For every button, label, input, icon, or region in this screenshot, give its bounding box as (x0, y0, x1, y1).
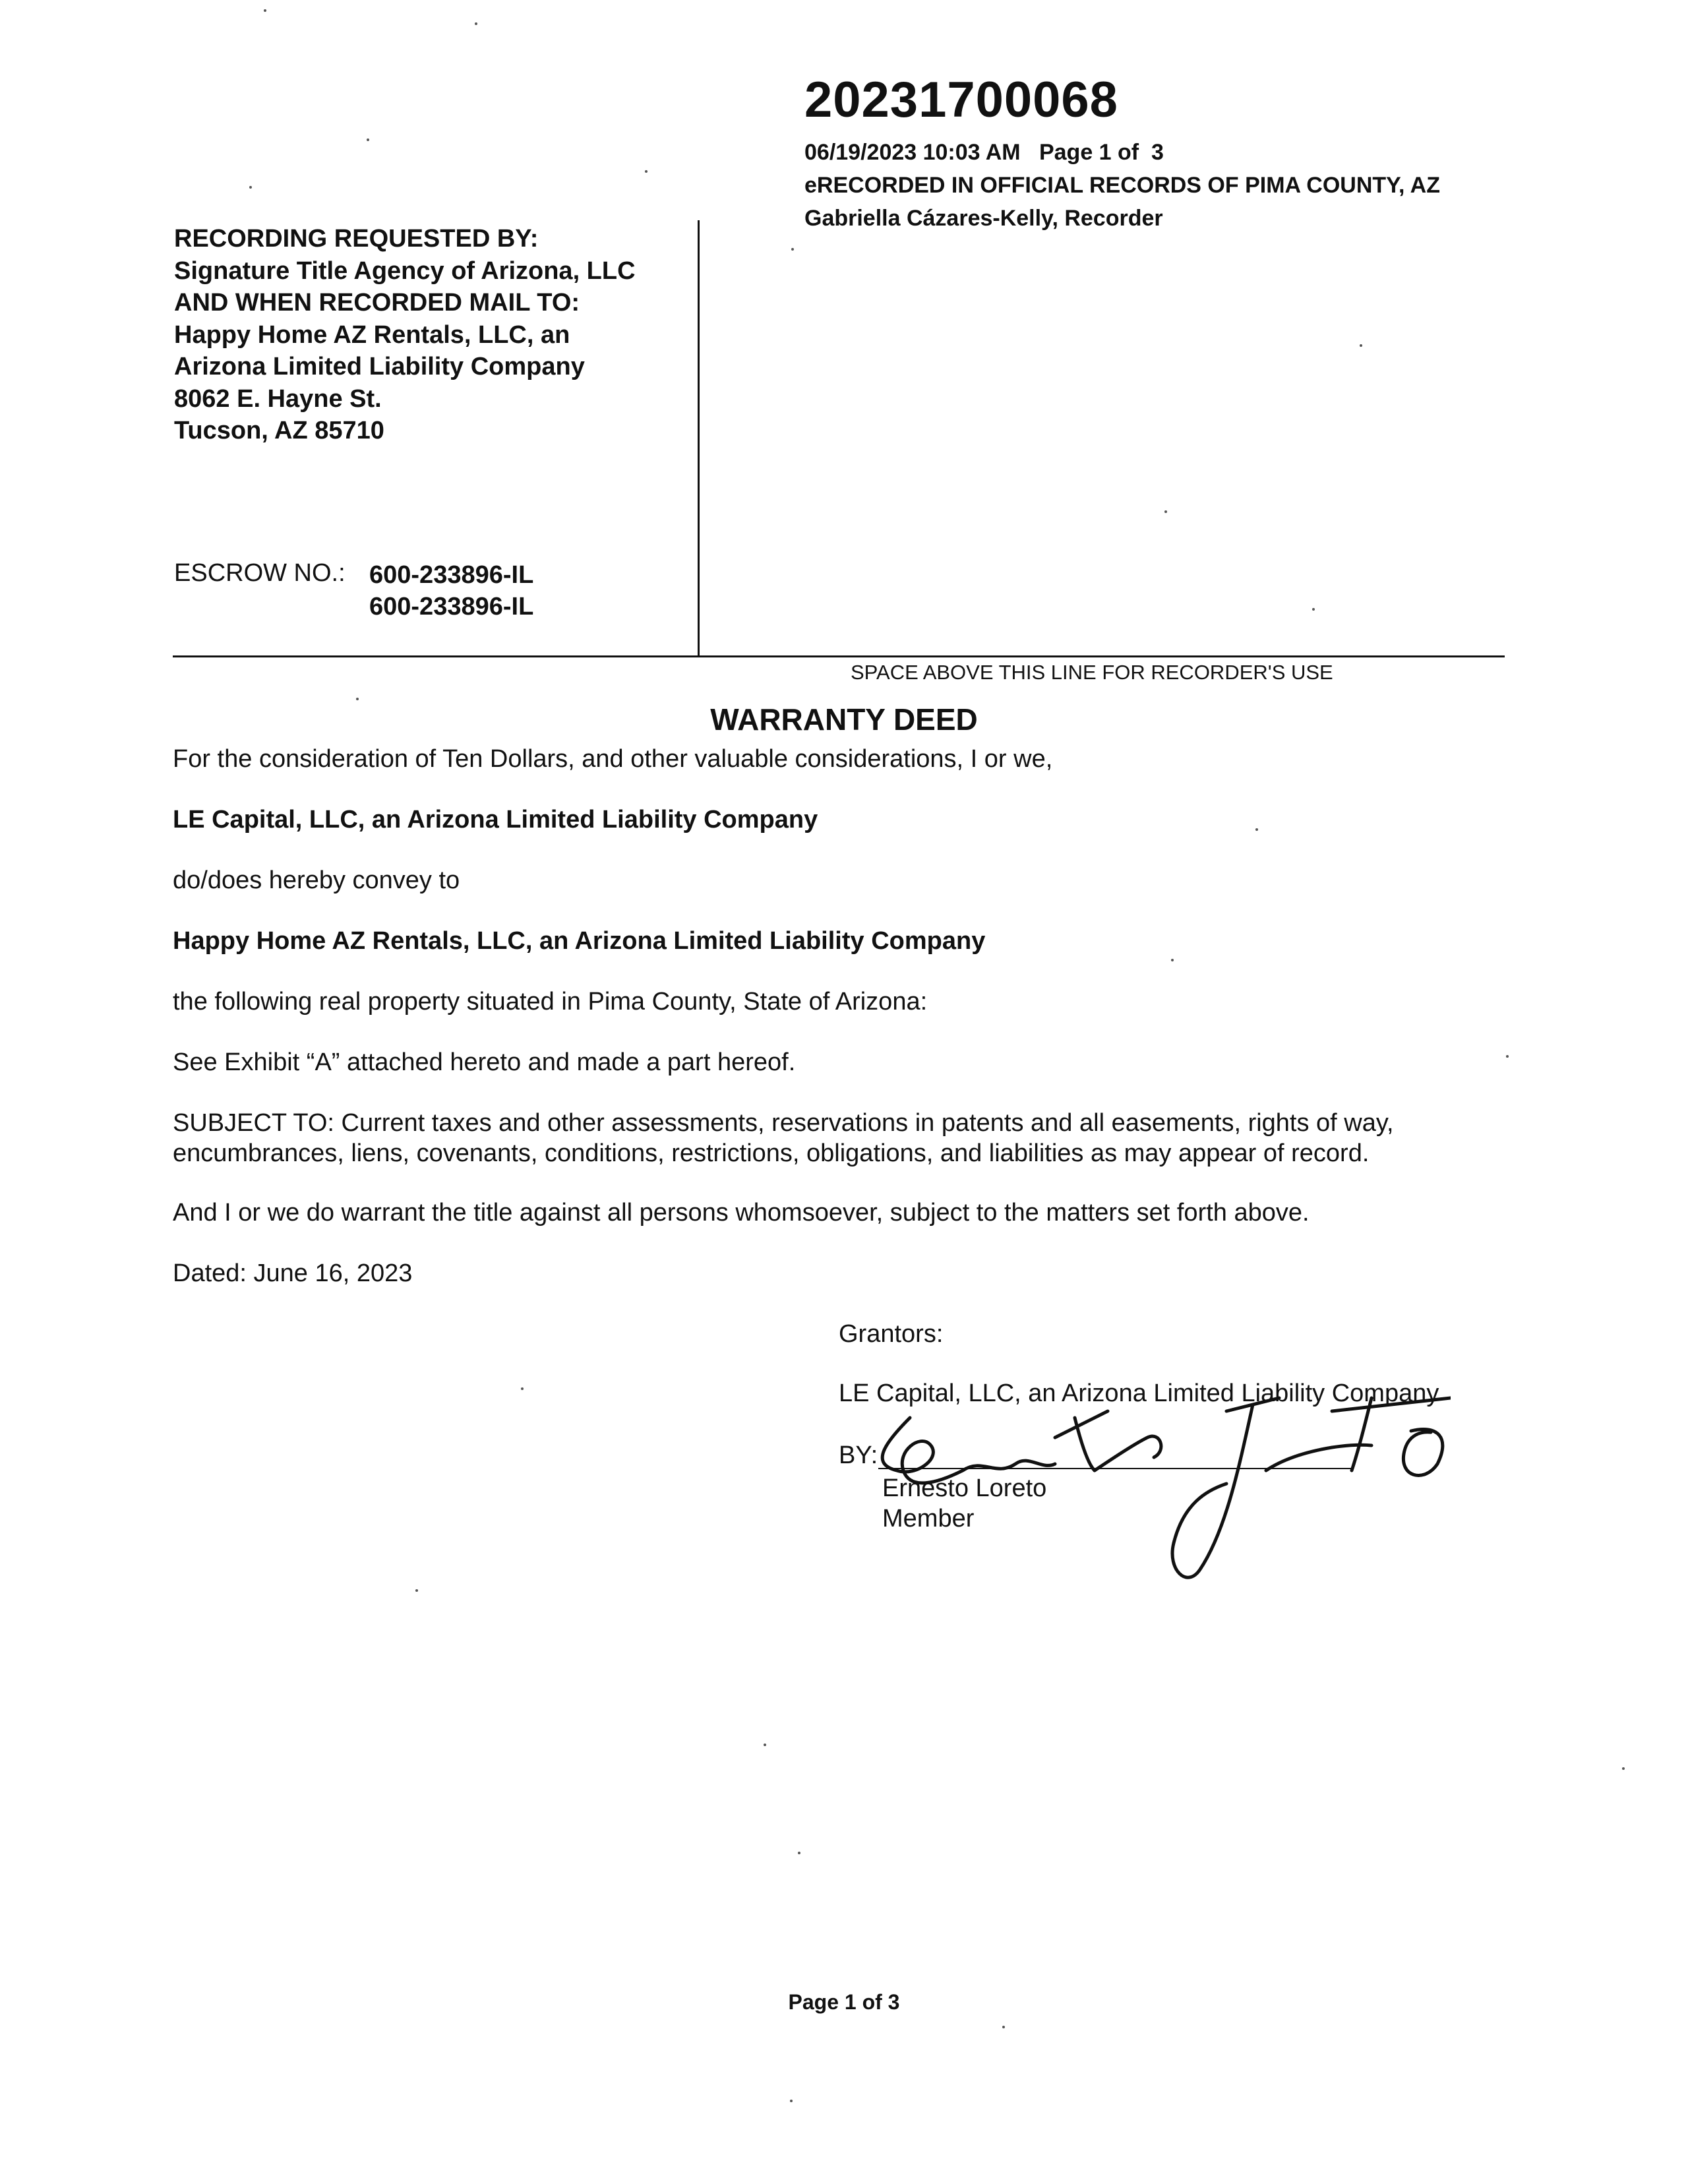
escrow-numbers (369, 559, 533, 622)
recording-number: 20231700068 (804, 72, 1118, 128)
exhibit-reference: See Exhibit “A” attached hereto and made a part hereof. (173, 1048, 796, 1076)
handwritten-signature (857, 1372, 1451, 1583)
signer-title: Member (882, 1505, 975, 1532)
scan-speck (415, 1589, 418, 1592)
recording-recorder: Gabriella Cázares-Kelly, Recorder (804, 206, 1163, 231)
scan-speck (264, 9, 266, 12)
grantee-name: Happy Home AZ Rentals, LLC, an Arizona Limited Liability Company (173, 927, 986, 955)
requested-by: Signature Title Agency of Arizona, LLC (174, 257, 636, 285)
mail-to-address-line-1: 8062 E. Hayne St. (174, 384, 382, 413)
scan-speck (764, 1744, 766, 1746)
page-footer: Page 1 of 3 (788, 1990, 900, 2014)
warranty-clause: And I or we do warrant the title against all persons whomsoever, subject to the matters set forth above. (173, 1199, 1310, 1227)
subject-to-clause: SUBJECT TO: Current taxes and other assessments, reservations in patents and all easements, rights of way, encumbrances, liens, covenants, conditions, restrictions, obligations, and liabilities as may appear of record. (173, 1109, 1394, 1167)
escrow-label: ESCROW NO.: (174, 559, 346, 587)
scan-speck (1622, 1767, 1625, 1770)
signer-name: Ernesto Loreto (882, 1474, 1047, 1502)
scan-speck (367, 138, 369, 141)
recording-official-records: eRECORDED IN OFFICIAL RECORDS OF PIMA COUNTY, AZ (804, 173, 1441, 198)
convey-clause: do/does hereby convey to (173, 866, 460, 894)
mail-to-name-line-1: Happy Home AZ Rentals, LLC, an (174, 320, 570, 349)
scan-speck (1255, 828, 1258, 831)
property-clause: the following real property situated in Pima County, State of Arizona: (173, 988, 928, 1016)
scan-speck (521, 1387, 524, 1390)
scan-speck (791, 248, 794, 251)
scan-speck (1506, 1055, 1509, 1058)
scan-speck (1164, 510, 1167, 513)
scan-speck (475, 22, 477, 25)
escrow-number-1: 600-233896-IL (369, 561, 534, 589)
scan-speck (356, 698, 359, 700)
recorder-use-divider (173, 655, 1505, 657)
grantors-label: Grantors: (839, 1320, 944, 1348)
document-title: WARRANTY DEED (710, 702, 978, 737)
mail-to-address-line-2: Tucson, AZ 85710 (174, 417, 384, 444)
mail-to-heading: AND WHEN RECORDED MAIL TO: (174, 289, 580, 317)
requested-heading: RECORDING REQUESTED BY: (174, 225, 539, 253)
scan-speck (645, 170, 648, 173)
by-label: BY: (839, 1441, 878, 1469)
header-vertical-divider (698, 220, 700, 657)
recording-datetime-page: 06/19/2023 10:03 AM Page 1 of 3 (804, 140, 1164, 165)
recording-requested-block (174, 223, 636, 447)
consideration-clause: For the consideration of Ten Dollars, and other valuable considerations, I or we, (173, 745, 1053, 773)
grantor-name: LE Capital, LLC, an Arizona Limited Liability Company (173, 806, 818, 834)
mail-to-name-line-2: Arizona Limited Liability Company (174, 353, 585, 380)
recording-meta (804, 136, 1440, 235)
scan-speck (249, 186, 252, 189)
scan-speck (1002, 2026, 1005, 2028)
recorder-use-caption: SPACE ABOVE THIS LINE FOR RECORDER'S USE (851, 661, 1333, 684)
scan-speck (1171, 959, 1174, 961)
grantor-entity: LE Capital, LLC, an Arizona Limited Liability Company (839, 1380, 1439, 1407)
dated-line: Dated: June 16, 2023 (173, 1259, 413, 1287)
scan-speck (798, 1852, 800, 1854)
scan-speck (1312, 608, 1315, 611)
escrow-number-2: 600-233896-IL (369, 593, 534, 621)
scan-speck (790, 2100, 793, 2102)
scan-speck (1360, 344, 1362, 347)
